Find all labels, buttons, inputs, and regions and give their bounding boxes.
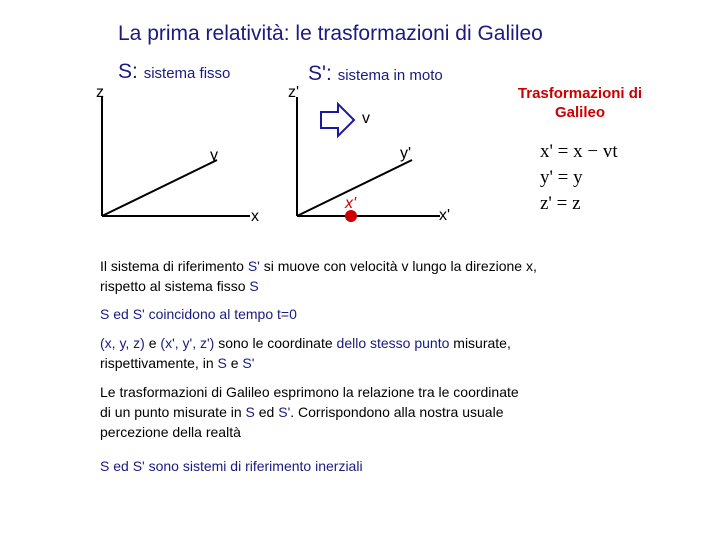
- z-prime-axis-label: z': [288, 84, 300, 101]
- p4-line3: percezione della realtà: [100, 424, 241, 440]
- p1-fixed-frame: S: [249, 278, 259, 294]
- y-axis-label: y: [210, 147, 218, 164]
- y-prime-axis-label: y': [400, 145, 412, 162]
- fixed-frame-desc: sistema fisso: [143, 65, 231, 82]
- moving-frame-symbol: S':: [308, 62, 332, 85]
- p4-ed: ed: [254, 404, 279, 420]
- p3-text-mid: sono le coordinate: [214, 335, 337, 351]
- paragraph-coordinates: [100, 333, 620, 373]
- paragraph-galileo-meaning: [100, 382, 620, 442]
- p4-moving-frame: S': [278, 404, 291, 420]
- transform-title: Trasformazioni di Galileo: [517, 85, 643, 121]
- p1-text-b: si muove con velocità v lungo la direzione x,: [259, 258, 537, 274]
- p4-fixed-frame: S: [245, 404, 255, 420]
- velocity-label: v: [362, 110, 370, 127]
- p4-text-c: . Corrispondono alla nostra usuale: [290, 404, 504, 420]
- equation-y: y' = y: [540, 167, 583, 188]
- p2-time: t=0: [277, 306, 297, 322]
- p2-text-a: S ed S' coincidono al tempo: [100, 306, 278, 322]
- p3-moving-frame: S': [242, 355, 255, 371]
- fixed-frame-symbol: S:: [118, 60, 138, 83]
- slide-title: La prima relatività: le trasformazioni di Galileo: [118, 22, 543, 45]
- p3-fixed-frame: S: [217, 355, 227, 371]
- p3-same-point: dello stesso punto: [336, 335, 450, 351]
- paragraph-coincide: [100, 304, 620, 324]
- equation-x: x' = x − vt: [540, 141, 618, 162]
- p1-moving-frame: S': [247, 258, 260, 274]
- p3-e: e: [226, 355, 243, 371]
- x-prime-axis-label: x': [439, 207, 451, 224]
- equation-z: z' = z: [540, 193, 581, 214]
- p3-coords-moving: (x', y', z'): [160, 335, 215, 351]
- z-axis-label: z: [96, 84, 104, 101]
- moving-frame-desc: sistema in moto: [337, 67, 443, 84]
- fixed-frame-axes: [102, 97, 250, 216]
- p3-and: e: [144, 335, 161, 351]
- p3-text-end: misurate,: [449, 335, 511, 351]
- p3-coords-fixed: (x, y, z): [100, 335, 145, 351]
- x-axis-label: x: [251, 208, 259, 225]
- p4-text-b: di un punto misurate in: [100, 404, 246, 420]
- p3-line2: rispettivamente, in: [100, 355, 218, 371]
- velocity-arrow-icon: [321, 104, 354, 136]
- p4-line1: Le trasformazioni di Galileo esprimono la relazione tra le coordinate: [100, 384, 519, 400]
- paragraph-inertial: S ed S' sono sistemi di riferimento inerziali: [100, 458, 363, 474]
- p1-text-a: Il sistema di riferimento: [100, 258, 248, 274]
- p1-text-c: rispetto al sistema fisso: [100, 278, 250, 294]
- y-axis: [102, 160, 217, 216]
- point-label: x': [345, 195, 357, 212]
- paragraph-frame-motion: [100, 256, 620, 296]
